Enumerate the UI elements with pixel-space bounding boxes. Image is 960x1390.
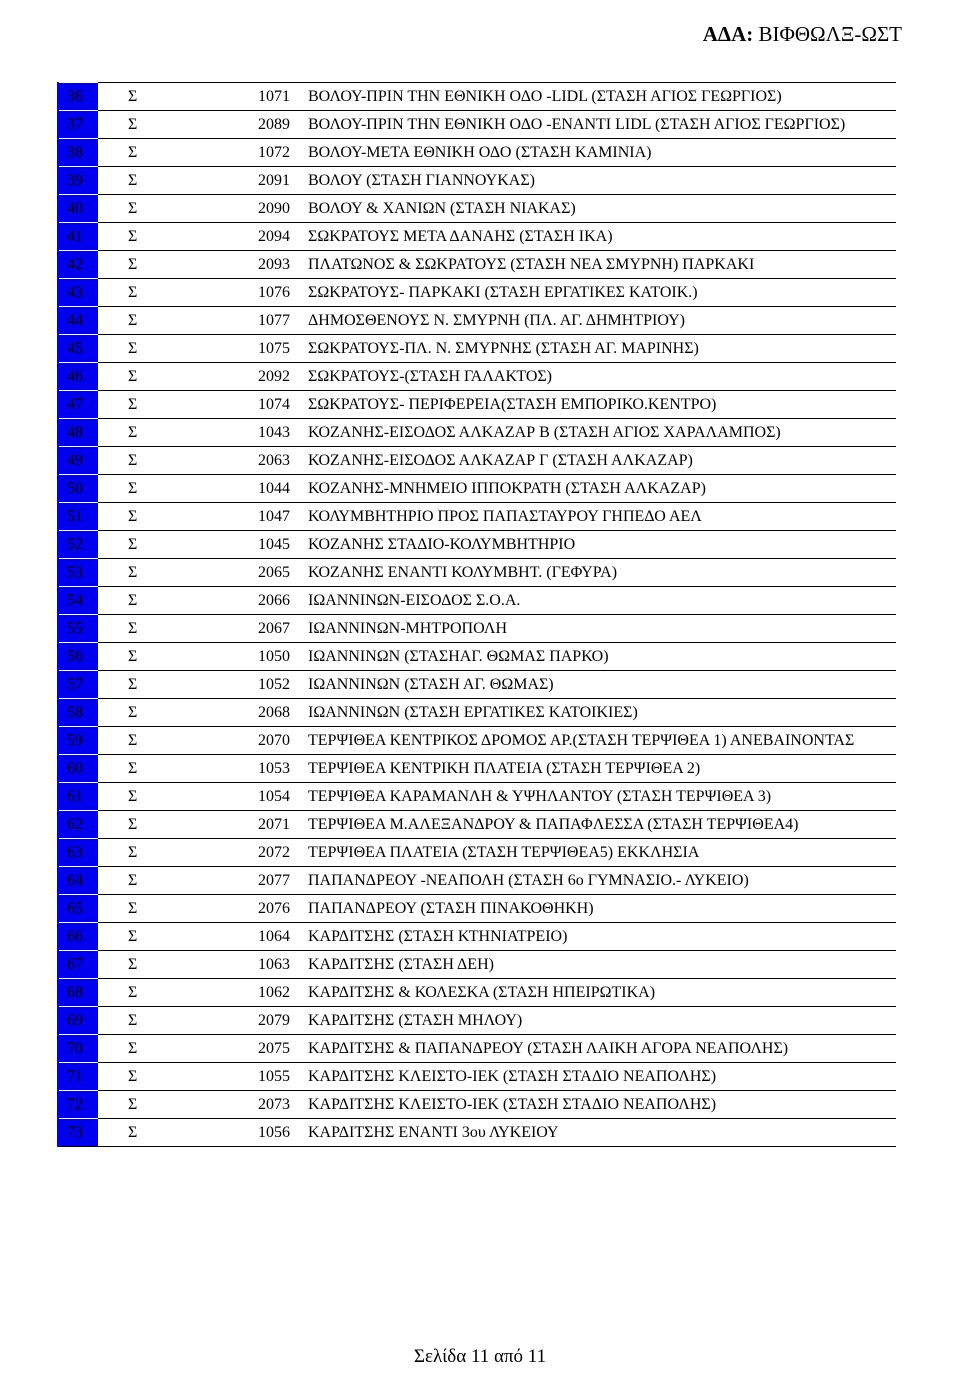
bus-stops-table xyxy=(57,82,896,1147)
row-number: 50 xyxy=(58,475,98,503)
table-row xyxy=(58,447,896,475)
stop-description: ΙΩΑΝΝΙΝΩΝ (ΣΤΑΣΗ ΕΡΓΑΤΙΚΕΣ ΚΑΤΟΙΚΙΕΣ) xyxy=(304,699,896,727)
table-row xyxy=(58,811,896,839)
stop-code: 1074 xyxy=(258,391,304,419)
stop-code: 1076 xyxy=(258,279,304,307)
stop-code: 1077 xyxy=(258,307,304,335)
row-number: 47 xyxy=(58,391,98,419)
table-row xyxy=(58,419,896,447)
row-number: 64 xyxy=(58,867,98,895)
row-number: 68 xyxy=(58,979,98,1007)
row-type: Σ xyxy=(98,923,258,951)
row-number: 55 xyxy=(58,615,98,643)
row-number: 53 xyxy=(58,559,98,587)
row-number: 67 xyxy=(58,951,98,979)
stop-code: 1053 xyxy=(258,755,304,783)
row-number: 71 xyxy=(58,1063,98,1091)
table-row xyxy=(58,839,896,867)
stop-code: 1045 xyxy=(258,531,304,559)
stop-description: ΚΟΖΑΝΗΣ-ΜΝΗΜΕΙΟ ΙΠΠΟΚΡΑΤΗ (ΣΤΑΣΗ ΑΛΚΑΖΑΡ) xyxy=(304,475,896,503)
table-row xyxy=(58,475,896,503)
stop-code: 2077 xyxy=(258,867,304,895)
row-type: Σ xyxy=(98,251,258,279)
stop-description: ΤΕΡΨΙΘΕΑ Μ.ΑΛΕΞΑΝΔΡΟΥ & ΠΑΠΑΦΛΕΣΣΑ (ΣΤΑΣΗ ΤΕΡΨΙΘΕΑ4) xyxy=(304,811,896,839)
table-row xyxy=(58,503,896,531)
table-row xyxy=(58,615,896,643)
stop-code: 2068 xyxy=(258,699,304,727)
row-number: 40 xyxy=(58,195,98,223)
stop-description: ΔΗΜΟΣΘΕΝΟΥΣ Ν. ΣΜΥΡΝΗ (ΠΛ. ΑΓ. ΔΗΜΗΤΡΙΟΥ) xyxy=(304,307,896,335)
row-number: 36 xyxy=(58,83,98,111)
table-row xyxy=(58,867,896,895)
stop-code: 2091 xyxy=(258,167,304,195)
row-number: 66 xyxy=(58,923,98,951)
document-header xyxy=(703,22,902,47)
table-row xyxy=(58,1035,896,1063)
row-number: 42 xyxy=(58,251,98,279)
row-number: 48 xyxy=(58,419,98,447)
row-number: 41 xyxy=(58,223,98,251)
stop-code: 2070 xyxy=(258,727,304,755)
table-row xyxy=(58,83,896,111)
stop-description: ΠΑΠΑΝΔΡΕΟΥ -ΝΕΑΠΟΛΗ (ΣΤΑΣΗ 6ο ΓΥΜΝΑΣΙΟ.- ΛΥΚΕΙΟ) xyxy=(304,867,896,895)
row-type: Σ xyxy=(98,643,258,671)
stop-description: ΚΑΡΔΙΤΣΗΣ & ΚΟΛΕΣΚΑ (ΣΤΑΣΗ ΗΠΕΙΡΩΤΙΚΑ) xyxy=(304,979,896,1007)
stop-description: ΣΩΚΡΑΤΟΥΣ- ΠΑΡΚΑΚΙ (ΣΤΑΣΗ ΕΡΓΑΤΙΚΕΣ ΚΑΤΟΙΚ.) xyxy=(304,279,896,307)
row-type: Σ xyxy=(98,83,258,111)
stop-code: 1043 xyxy=(258,419,304,447)
row-type: Σ xyxy=(98,979,258,1007)
table-body xyxy=(58,83,896,1147)
stop-code: 1075 xyxy=(258,335,304,363)
stop-description: ΚΑΡΔΙΤΣΗΣ & ΠΑΠΑΝΔΡΕΟΥ (ΣΤΑΣΗ ΛΑΙΚΗ ΑΓΟΡΑ ΝΕΑΠΟΛΗΣ) xyxy=(304,1035,896,1063)
stop-code: 2072 xyxy=(258,839,304,867)
row-number: 46 xyxy=(58,363,98,391)
stop-code: 1044 xyxy=(258,475,304,503)
table-row xyxy=(58,111,896,139)
table-row xyxy=(58,755,896,783)
table-row xyxy=(58,643,896,671)
stop-code: 2065 xyxy=(258,559,304,587)
stop-description: ΣΩΚΡΑΤΟΥΣ-ΠΛ. Ν. ΣΜΥΡΝΗΣ (ΣΤΑΣΗ ΑΓ. ΜΑΡΙΝΗΣ) xyxy=(304,335,896,363)
table-row xyxy=(58,951,896,979)
stop-code: 1062 xyxy=(258,979,304,1007)
table-row xyxy=(58,139,896,167)
stop-description: ΙΩΑΝΝΙΝΩΝ (ΣΤΑΣΗ ΑΓ. ΘΩΜΑΣ) xyxy=(304,671,896,699)
stop-code: 1056 xyxy=(258,1119,304,1147)
row-type: Σ xyxy=(98,447,258,475)
stop-code: 1052 xyxy=(258,671,304,699)
row-number: 37 xyxy=(58,111,98,139)
table-row xyxy=(58,699,896,727)
stop-code: 2073 xyxy=(258,1091,304,1119)
stop-description: ΠΛΑΤΩΝΟΣ & ΣΩΚΡΑΤΟΥΣ (ΣΤΑΣΗ ΝΕΑ ΣΜΥΡΝΗ) ΠΑΡΚΑΚΙ xyxy=(304,251,896,279)
stop-description: ΒΟΛΟΥ-ΜΕΤΑ ΕΘΝΙΚΗ ΟΔΟ (ΣΤΑΣΗ ΚΑΜΙΝΙΑ) xyxy=(304,139,896,167)
stop-code: 1064 xyxy=(258,923,304,951)
stop-description: ΣΩΚΡΑΤΟΥΣ ΜΕΤΑ ΔΑΝΑΗΣ (ΣΤΑΣΗ ΙΚΑ) xyxy=(304,223,896,251)
row-type: Σ xyxy=(98,139,258,167)
row-type: Σ xyxy=(98,307,258,335)
stop-description: ΚΟΖΑΝΗΣ ΕΝΑΝΤΙ ΚΟΛΥΜΒΗΤ. (ΓΕΦΥΡΑ) xyxy=(304,559,896,587)
row-type: Σ xyxy=(98,839,258,867)
table-row xyxy=(58,531,896,559)
table-row xyxy=(58,1091,896,1119)
row-number: 56 xyxy=(58,643,98,671)
row-type: Σ xyxy=(98,951,258,979)
stop-code: 2090 xyxy=(258,195,304,223)
row-type: Σ xyxy=(98,111,258,139)
table-row xyxy=(58,195,896,223)
row-type: Σ xyxy=(98,167,258,195)
stop-description: ΒΟΛΟΥ & ΧΑΝΙΩΝ (ΣΤΑΣΗ ΝΙΑΚΑΣ) xyxy=(304,195,896,223)
stop-description: ΒΟΛΟΥ-ΠΡΙΝ ΤΗΝ ΕΘΝΙΚΗ ΟΔΟ -LIDL (ΣΤΑΣΗ ΑΓΙΟΣ ΓΕΩΡΓΙΟΣ) xyxy=(304,83,896,111)
row-number: 45 xyxy=(58,335,98,363)
stop-code: 2075 xyxy=(258,1035,304,1063)
stop-description: ΙΩΑΝΝΙΝΩΝ (ΣΤΑΣΗΑΓ. ΘΩΜΑΣ ΠΑΡΚΟ) xyxy=(304,643,896,671)
row-type: Σ xyxy=(98,895,258,923)
row-type: Σ xyxy=(98,1063,258,1091)
table-row xyxy=(58,559,896,587)
ada-code: ΒΙΦΘΩΛΞ-ΩΣΤ xyxy=(758,22,902,46)
row-number: 63 xyxy=(58,839,98,867)
stop-description: ΚΑΡΔΙΤΣΗΣ (ΣΤΑΣΗ ΚΤΗΝΙΑΤΡΕΙΟ) xyxy=(304,923,896,951)
row-type: Σ xyxy=(98,1007,258,1035)
row-number: 70 xyxy=(58,1035,98,1063)
stop-code: 2079 xyxy=(258,1007,304,1035)
stop-description: ΙΩΑΝΝΙΝΩΝ-ΜΗΤΡΟΠΟΛΗ xyxy=(304,615,896,643)
stop-code: 2092 xyxy=(258,363,304,391)
stop-code: 2066 xyxy=(258,587,304,615)
stop-code: 1063 xyxy=(258,951,304,979)
stop-description: ΚΑΡΔΙΤΣΗΣ (ΣΤΑΣΗ ΔΕΗ) xyxy=(304,951,896,979)
stop-code: 2094 xyxy=(258,223,304,251)
row-type: Σ xyxy=(98,671,258,699)
row-number: 49 xyxy=(58,447,98,475)
row-type: Σ xyxy=(98,419,258,447)
row-number: 60 xyxy=(58,755,98,783)
stop-description: ΠΑΠΑΝΔΡΕΟΥ (ΣΤΑΣΗ ΠΙΝΑΚΟΘΗΚΗ) xyxy=(304,895,896,923)
table-row xyxy=(58,895,896,923)
stop-code: 2093 xyxy=(258,251,304,279)
stop-code: 1054 xyxy=(258,783,304,811)
table-row xyxy=(58,391,896,419)
stop-description: ΚΟΖΑΝΗΣ ΣΤΑΔΙΟ-ΚΟΛΥΜΒΗΤΗΡΙΟ xyxy=(304,531,896,559)
row-type: Σ xyxy=(98,475,258,503)
stop-code: 1072 xyxy=(258,139,304,167)
row-type: Σ xyxy=(98,783,258,811)
table-row xyxy=(58,587,896,615)
row-number: 38 xyxy=(58,139,98,167)
stop-description: ΤΕΡΨΙΘΕΑ ΠΛΑΤΕΙΑ (ΣΤΑΣΗ ΤΕΡΨΙΘΕΑ5) ΕΚΚΛΗΣΙΑ xyxy=(304,839,896,867)
row-type: Σ xyxy=(98,223,258,251)
row-type: Σ xyxy=(98,1119,258,1147)
stop-description: ΒΟΛΟΥ-ΠΡΙΝ ΤΗΝ ΕΘΝΙΚΗ ΟΔΟ -ΕΝΑΝΤΙ LIDL (ΣΤΑΣΗ ΑΓΙΟΣ ΓΕΩΡΓΙΟΣ) xyxy=(304,111,896,139)
page-number: Σελίδα 11 από 11 xyxy=(413,1346,547,1367)
stop-code: 1071 xyxy=(258,83,304,111)
stop-description: ΤΕΡΨΙΘΕΑ ΚΑΡΑΜΑΝΛΗ & ΥΨΗΛΑΝΤΟΥ (ΣΤΑΣΗ ΤΕΡΨΙΘΕΑ 3) xyxy=(304,783,896,811)
row-type: Σ xyxy=(98,195,258,223)
stop-code: 1050 xyxy=(258,643,304,671)
row-number: 51 xyxy=(58,503,98,531)
row-number: 39 xyxy=(58,167,98,195)
stop-description: ΚΑΡΔΙΤΣΗΣ ΚΛΕΙΣΤΟ-ΙΕΚ (ΣΤΑΣΗ ΣΤΑΔΙΟ ΝΕΑΠΟΛΗΣ) xyxy=(304,1063,896,1091)
row-type: Σ xyxy=(98,727,258,755)
row-number: 73 xyxy=(58,1119,98,1147)
row-number: 43 xyxy=(58,279,98,307)
stop-description: ΣΩΚΡΑΤΟΥΣ- ΠΕΡΙΦΕΡΕΙΑ(ΣΤΑΣΗ ΕΜΠΟΡΙΚΟ.ΚΕΝΤΡΟ) xyxy=(304,391,896,419)
row-number: 52 xyxy=(58,531,98,559)
stop-description: ΚΟΖΑΝΗΣ-ΕΙΣΟΔΟΣ ΑΛΚΑΖΑΡ Β (ΣΤΑΣΗ ΑΓΙΟΣ ΧΑΡΑΛΑΜΠΟΣ) xyxy=(304,419,896,447)
row-number: 61 xyxy=(58,783,98,811)
row-type: Σ xyxy=(98,279,258,307)
row-type: Σ xyxy=(98,1091,258,1119)
row-number: 72 xyxy=(58,1091,98,1119)
table-row xyxy=(58,335,896,363)
row-type: Σ xyxy=(98,867,258,895)
stop-description: ΣΩΚΡΑΤΟΥΣ-(ΣΤΑΣΗ ΓΑΛΑΚΤΟΣ) xyxy=(304,363,896,391)
table-row xyxy=(58,223,896,251)
stop-description: ΒΟΛΟΥ (ΣΤΑΣΗ ΓΙΑΝΝΟΥΚΑΣ) xyxy=(304,167,896,195)
table-row xyxy=(58,727,896,755)
row-type: Σ xyxy=(98,559,258,587)
row-type: Σ xyxy=(98,615,258,643)
row-number: 54 xyxy=(58,587,98,615)
stop-description: ΙΩΑΝΝΙΝΩΝ-ΕΙΣΟΔΟΣ Σ.Ο.Α. xyxy=(304,587,896,615)
stop-description: ΚΑΡΔΙΤΣΗΣ (ΣΤΑΣΗ ΜΗΛΟΥ) xyxy=(304,1007,896,1035)
row-type: Σ xyxy=(98,531,258,559)
table-row xyxy=(58,671,896,699)
table-row xyxy=(58,923,896,951)
table-row xyxy=(58,783,896,811)
row-number: 57 xyxy=(58,671,98,699)
stop-code: 2076 xyxy=(258,895,304,923)
row-type: Σ xyxy=(98,587,258,615)
row-type: Σ xyxy=(98,699,258,727)
stop-code: 2089 xyxy=(258,111,304,139)
row-type: Σ xyxy=(98,503,258,531)
row-number: 44 xyxy=(58,307,98,335)
row-type: Σ xyxy=(98,755,258,783)
stop-code: 2071 xyxy=(258,811,304,839)
stop-description: ΚΑΡΔΙΤΣΗΣ ΚΛΕΙΣΤΟ-ΙΕΚ (ΣΤΑΣΗ ΣΤΑΔΙΟ ΝΕΑΠΟΛΗΣ) xyxy=(304,1091,896,1119)
row-number: 69 xyxy=(58,1007,98,1035)
stop-code: 1055 xyxy=(258,1063,304,1091)
table-row xyxy=(58,251,896,279)
table-row xyxy=(58,979,896,1007)
row-type: Σ xyxy=(98,363,258,391)
stop-code: 2063 xyxy=(258,447,304,475)
stop-description: ΚΟΛΥΜΒΗΤΗΡΙΟ ΠΡΟΣ ΠΑΠΑΣΤΑΥΡΟΥ ΓΗΠΕΔΟ ΑΕΛ xyxy=(304,503,896,531)
row-number: 59 xyxy=(58,727,98,755)
stop-description: ΚΟΖΑΝΗΣ-ΕΙΣΟΔΟΣ ΑΛΚΑΖΑΡ Γ (ΣΤΑΣΗ ΑΛΚΑΖΑΡ) xyxy=(304,447,896,475)
table-row xyxy=(58,1063,896,1091)
stop-description: ΤΕΡΨΙΘΕΑ ΚΕΝΤΡΙΚΟΣ ΔΡΟΜΟΣ ΑΡ.(ΣΤΑΣΗ ΤΕΡΨΙΘΕΑ 1) ΑΝΕΒΑΙΝΟΝΤΑΣ xyxy=(304,727,896,755)
table-row xyxy=(58,1007,896,1035)
ada-label: ΑΔΑ: xyxy=(702,22,754,46)
row-number: 58 xyxy=(58,699,98,727)
table-row xyxy=(58,1119,896,1147)
row-type: Σ xyxy=(98,391,258,419)
stop-code: 2067 xyxy=(258,615,304,643)
stop-code: 1047 xyxy=(258,503,304,531)
row-type: Σ xyxy=(98,811,258,839)
row-number: 62 xyxy=(58,811,98,839)
table-row xyxy=(58,167,896,195)
row-type: Σ xyxy=(98,1035,258,1063)
stop-description: ΤΕΡΨΙΘΕΑ ΚΕΝΤΡΙΚΗ ΠΛΑΤΕΙΑ (ΣΤΑΣΗ ΤΕΡΨΙΘΕΑ 2) xyxy=(304,755,896,783)
stop-description: ΚΑΡΔΙΤΣΗΣ ΕΝΑΝΤΙ 3ου ΛΥΚΕΙΟΥ xyxy=(304,1119,896,1147)
table-row xyxy=(58,363,896,391)
table-row xyxy=(58,279,896,307)
table-row xyxy=(58,307,896,335)
row-type: Σ xyxy=(98,335,258,363)
row-number: 65 xyxy=(58,895,98,923)
